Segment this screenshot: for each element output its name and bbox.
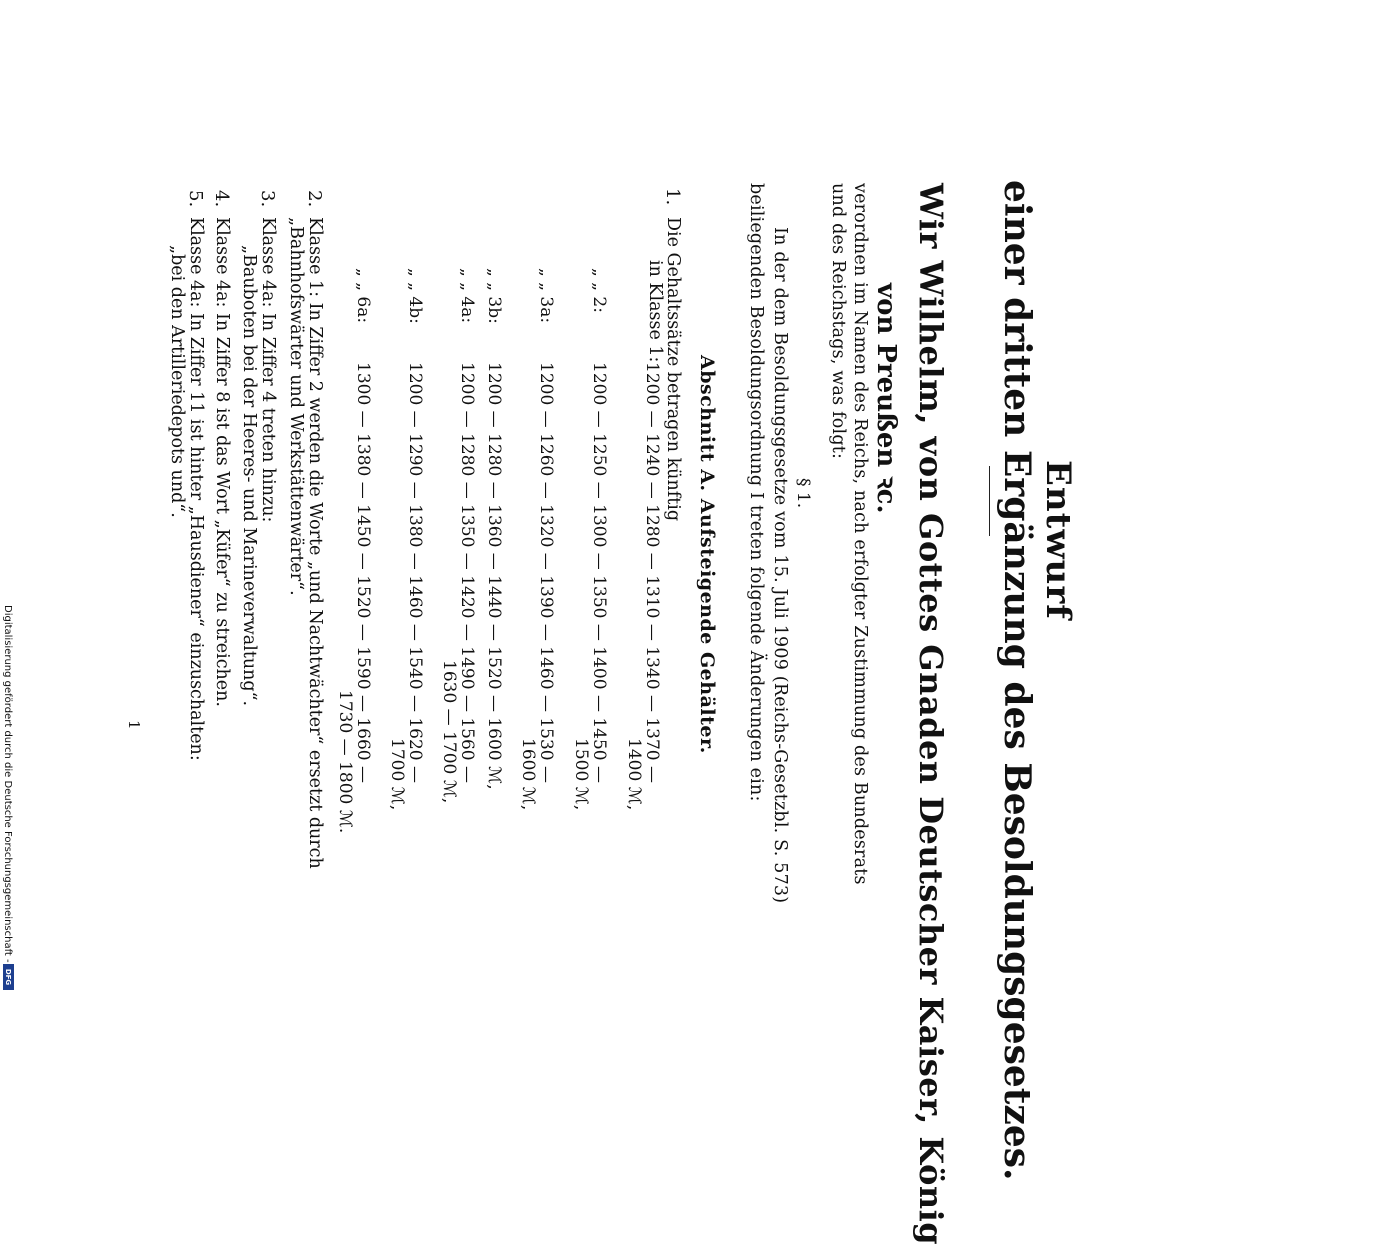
preamble-line: Wir Wilhelm, von Gottes Gnaden Deutscher Kaiser, König — [912, 183, 950, 1245]
rate-values: 1300 — 1380 — 1450 — 1520 — 1590 — 1660 — — [353, 362, 373, 784]
item-number: 3. — [257, 190, 278, 208]
rate-row-prefix: „ „ 4b: — [405, 268, 425, 324]
item-text: Klasse 4a: In Ziffer 11 ist hinter „Hausdiener“ einzuschalten: — [186, 217, 206, 761]
section-heading: Abschnitt A. Aufsteigende Gehälter. — [696, 355, 718, 754]
class-label: in Klasse 1: — [645, 260, 665, 363]
rate-values: 1200 — 1290 — 1380 — 1460 — 1540 — 1620 — — [405, 362, 425, 784]
rate-values-cont: 1500 ℳ, — [571, 738, 591, 811]
rate-row-prefix: „ „ 3b: — [484, 268, 504, 324]
item-text: Klasse 4a: In Ziffer 4 treten hinzu: — [258, 217, 278, 523]
rate-values-cont: 1700 ℳ, — [387, 738, 407, 811]
preamble-line: und des Reichstags, was folgt: — [828, 183, 848, 460]
document-title: Entwurf — [1038, 460, 1078, 620]
rate-values-cont: 1630 — 1700 ℳ, — [439, 660, 459, 804]
item-number: 1. — [662, 188, 683, 206]
rate-values: 1200 — 1260 — 1320 — 1390 — 1460 — 1530 — — [536, 362, 556, 784]
item-text: „Bauboten bei der Heeres- und Marineverwaltung“. — [239, 245, 259, 707]
document-subtitle: einer dritten Ergänzung des Besoldungsgesetzes. — [996, 180, 1038, 1181]
rate-values: 1200 — 1240 — 1280 — 1310 — 1340 — 1370 — — [642, 362, 662, 784]
dfg-logo: DFG — [3, 964, 14, 990]
rate-values: 1200 — 1280 — 1360 — 1440 — 1520 — 1600 ℳ, — [484, 362, 504, 790]
preamble-line: verordnen im Namen des Reichs, nach erfolgter Zustimmung des Bundesrats — [850, 183, 870, 885]
rate-values-cont: 1600 ℳ, — [518, 738, 538, 811]
rate-row-prefix: „ „ 4a: — [457, 268, 477, 324]
page-number: 1 — [125, 720, 143, 730]
rate-values-cont: 1400 ℳ, — [624, 738, 644, 811]
item-text: Klasse 4a: In Ziffer 8 ist das Wort „Küfer“ zu streichen. — [212, 217, 232, 707]
item-text: „Bahnhofswärter und Werkstättenwärter“. — [286, 217, 306, 596]
item-number: 4. — [211, 190, 232, 208]
item-number: 5. — [185, 190, 206, 208]
rate-values-cont: 1730 — 1800 ℳ. — [335, 690, 355, 834]
rate-values: 1200 — 1280 — 1350 — 1420 — 1490 — 1560 — — [457, 362, 477, 784]
law-text-line: In der dem Besoldungsgesetze vom 15. Juli 1909 (Reichs-Gesetzbl. S. 573) — [770, 227, 790, 904]
section-mark: § 1. — [793, 478, 813, 509]
law-text-line: beiliegenden Besoldungsordnung I treten folgende Änderungen ein: — [746, 183, 766, 802]
rate-row-prefix: „ „ 2: — [589, 268, 609, 313]
title-divider — [989, 466, 990, 536]
item-text: Klasse 1: In Ziffer 2 werden die Worte „und Nachtwächter“ ersetzt durch — [305, 217, 325, 869]
credit-text: Digitalisierung gefördert durch die Deutsche Forschungsgemeinschaft - — [2, 605, 13, 963]
rate-values: 1200 — 1250 — 1300 — 1350 — 1400 — 1450 — — [589, 362, 609, 784]
item-heading: Die Gehaltssätze betragen künftig — [663, 217, 683, 522]
rate-row-prefix: „ „ 6a: — [353, 268, 373, 324]
rate-row-prefix: „ „ 3a: — [536, 268, 556, 324]
preamble-line: von Preußen ꝛc. — [871, 283, 901, 514]
item-number: 2. — [304, 190, 325, 208]
item-text: „bei den Artilleriedepots und“. — [167, 245, 187, 518]
